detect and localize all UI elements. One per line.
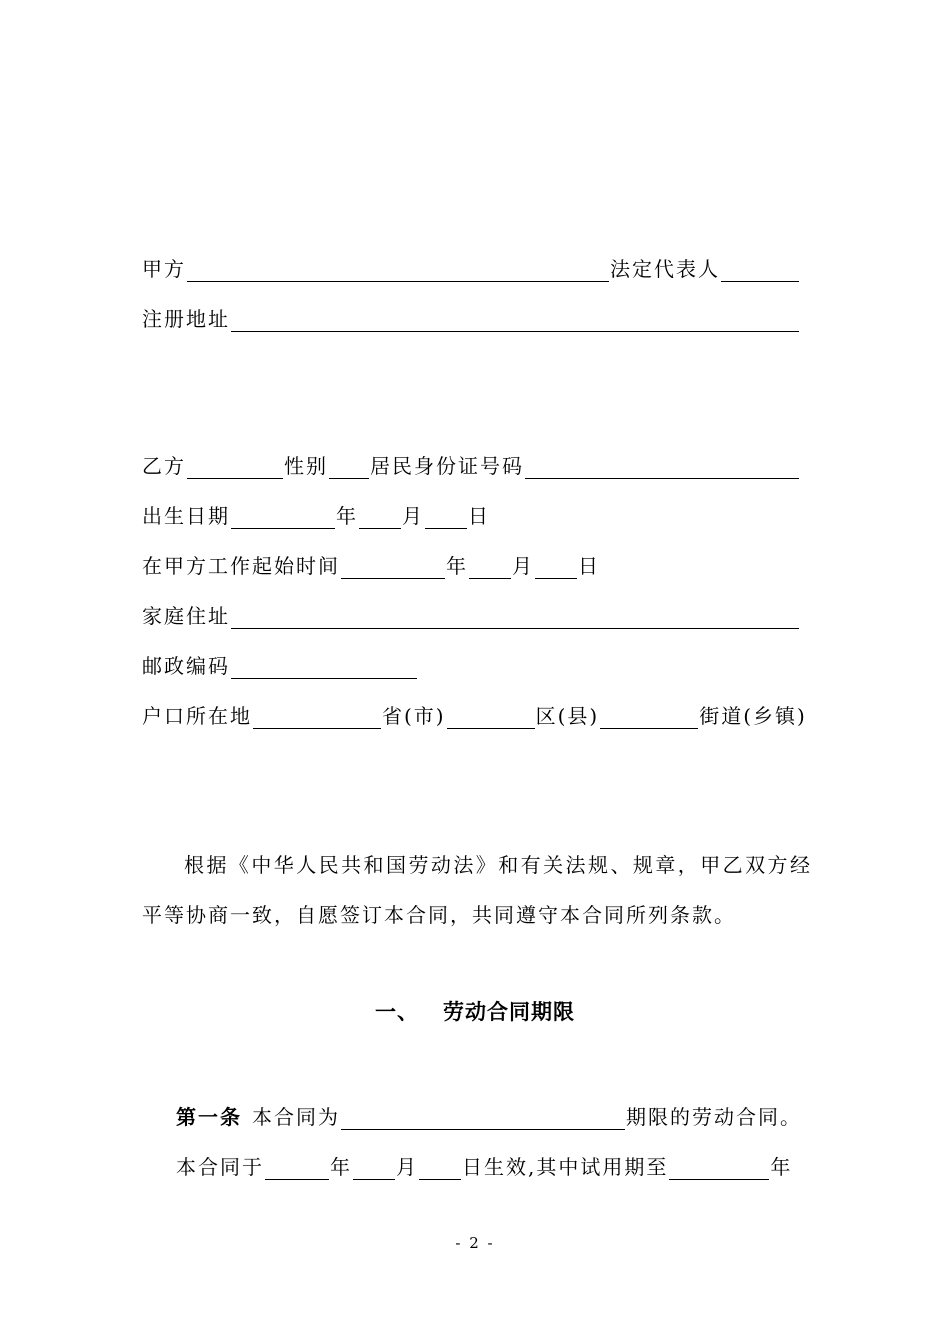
article-1-heading: 第一条 (176, 1105, 242, 1129)
party-b-label: 乙方 (142, 454, 186, 478)
registered-address-blank[interactable] (231, 309, 799, 332)
birth-day-unit: 日 (468, 504, 490, 528)
article-1-line-1 (176, 1096, 802, 1130)
effective-day-blank[interactable] (419, 1157, 461, 1180)
party-a-name-blank[interactable] (187, 259, 609, 282)
work-start-year-blank[interactable] (341, 556, 445, 579)
birth-month-unit: 月 (402, 504, 424, 528)
birth-date-label: 出生日期 (142, 504, 230, 528)
birth-day-blank[interactable] (425, 506, 467, 529)
party-b-line (142, 445, 800, 479)
effective-month-blank[interactable] (353, 1157, 395, 1180)
work-start-month-unit: 月 (512, 554, 534, 578)
effective-month-unit: 月 (396, 1155, 418, 1179)
page-number: - 2 - (455, 1234, 495, 1252)
party-a-label: 甲方 (142, 257, 186, 281)
contract-term-type-blank[interactable] (341, 1107, 625, 1130)
id-number-blank[interactable] (525, 456, 799, 479)
birth-date-line (142, 495, 490, 529)
probation-end-year-blank[interactable] (669, 1157, 769, 1180)
postal-code-blank[interactable] (231, 656, 417, 679)
work-start-line (142, 545, 600, 579)
article-1-text-b: 期限的劳动合同。 (626, 1105, 802, 1129)
birth-year-blank[interactable] (231, 506, 335, 529)
probation-end-year-unit: 年 (770, 1155, 793, 1179)
legal-representative-blank[interactable] (721, 259, 799, 282)
work-start-label: 在甲方工作起始时间 (142, 554, 340, 578)
legal-representative-label: 法定代表人 (610, 257, 720, 281)
registered-address-label: 注册地址 (142, 307, 230, 331)
street-label: 街道(乡镇) (699, 704, 807, 728)
party-b-name-blank[interactable] (187, 456, 283, 479)
section-number: 一、 (375, 999, 419, 1024)
home-address-blank[interactable] (231, 606, 799, 629)
district-label: 区(县) (535, 704, 600, 728)
province-label: 省(市) (382, 704, 446, 728)
home-address-line (142, 595, 800, 629)
postal-code-label: 邮政编码 (142, 654, 230, 678)
preamble-paragraph: 根据《中华人民共和国劳动法》和有关法规、规章，甲乙双方经平等协商一致，自愿签订本合同，共同遵守本合同所列条款。 (142, 853, 812, 927)
section-title: 劳动合同期限 (443, 999, 575, 1024)
birth-month-blank[interactable] (359, 506, 401, 529)
hukou-province-blank[interactable] (253, 706, 381, 729)
hukou-label: 户口所在地 (142, 704, 252, 728)
id-number-label: 居民身份证号码 (370, 454, 524, 478)
work-start-year-unit: 年 (446, 554, 468, 578)
hukou-street-blank[interactable] (600, 706, 698, 729)
birth-year-unit: 年 (336, 504, 358, 528)
party-a-line (142, 248, 800, 282)
gender-blank[interactable] (329, 456, 369, 479)
article-1-line2-b: 日生效,其中试用期至 (462, 1155, 669, 1179)
section-heading (0, 996, 950, 1026)
work-start-day-unit: 日 (578, 554, 600, 578)
gender-label: 性别 (284, 454, 328, 478)
hukou-district-blank[interactable] (447, 706, 535, 729)
effective-year-blank[interactable] (265, 1157, 329, 1180)
postal-code-line (142, 645, 418, 679)
work-start-day-blank[interactable] (535, 556, 577, 579)
effective-year-unit: 年 (330, 1155, 352, 1179)
registered-address-line (142, 298, 800, 332)
article-1-line-2 (176, 1146, 792, 1180)
work-start-month-blank[interactable] (469, 556, 511, 579)
hukou-line (142, 695, 807, 729)
home-address-label: 家庭住址 (142, 604, 230, 628)
article-1-line2-a: 本合同于 (176, 1155, 264, 1179)
article-1-text-a: 本合同为 (252, 1105, 340, 1129)
